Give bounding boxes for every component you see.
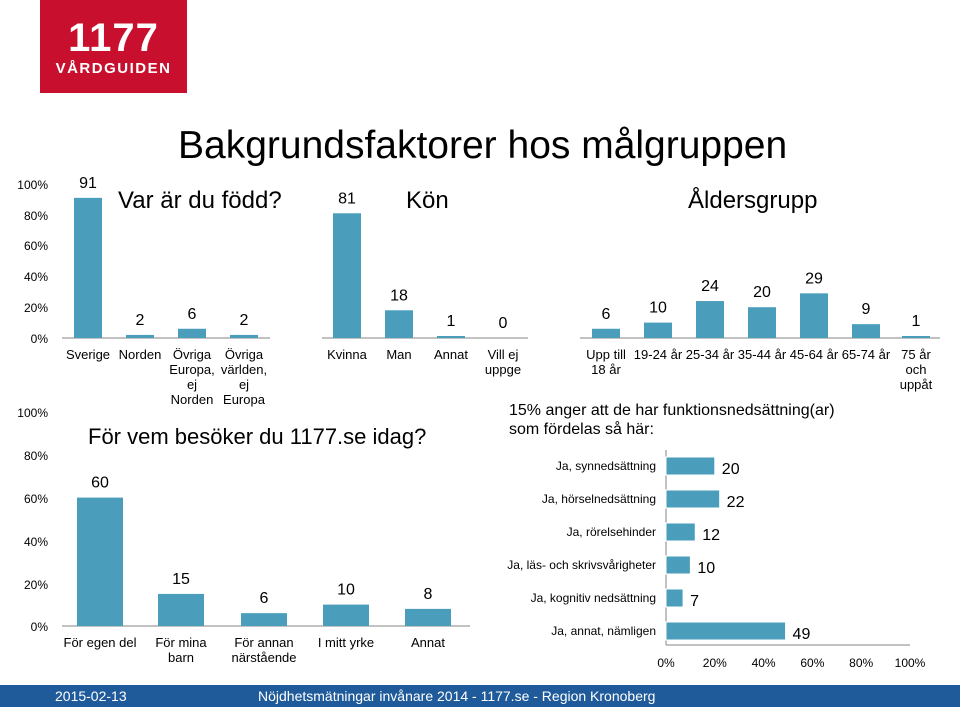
chart-title: Åldersgrupp xyxy=(688,187,818,214)
bar xyxy=(666,589,683,607)
data-label: 1 xyxy=(446,313,456,330)
x-tick-label: Övriga xyxy=(224,347,264,362)
y-tick-label: 0% xyxy=(30,332,48,346)
bar xyxy=(178,329,206,338)
x-tick-label: Norden xyxy=(170,392,214,407)
bar xyxy=(666,622,786,640)
data-label: 9 xyxy=(861,301,871,319)
y-tick-label: 100% xyxy=(17,178,48,192)
y-tick-label: Ja, annat, nämligen xyxy=(551,624,656,638)
y-tick-label: 80% xyxy=(23,209,48,223)
x-tick-label: Övriga xyxy=(172,347,212,362)
bar xyxy=(666,457,715,475)
data-label: 49 xyxy=(792,626,811,643)
footer-date: 2015-02-13 xyxy=(55,688,127,704)
data-label: 6 xyxy=(601,305,611,323)
bar xyxy=(852,324,880,338)
x-tick-label: 45-64 år xyxy=(789,347,839,362)
data-label: 91 xyxy=(79,174,97,192)
y-tick-label: 100% xyxy=(17,406,48,420)
data-label: 6 xyxy=(187,305,197,323)
bar xyxy=(333,213,361,338)
chart-title: Var är du född? xyxy=(118,187,282,214)
logo-number: 1177 xyxy=(68,16,159,60)
chart-title: För vem besöker du 1177.se idag? xyxy=(88,424,427,449)
x-tick-label: Sverige xyxy=(65,347,111,362)
chart-title: som fördelas så här: xyxy=(509,421,654,438)
x-tick-label: 0% xyxy=(657,656,675,670)
x-tick-label: 20% xyxy=(702,656,727,670)
data-label: 18 xyxy=(390,287,408,305)
x-tick-label: Upp till xyxy=(586,347,626,362)
data-label: 60 xyxy=(91,474,109,492)
x-tick-label: För annan xyxy=(234,635,294,650)
bar xyxy=(405,609,451,626)
x-tick-label: Kvinna xyxy=(327,347,367,362)
bar xyxy=(666,556,690,574)
footer-source: Nöjdhetsmätningar invånare 2014 - 1177.se - Region Kronoberg xyxy=(258,688,656,704)
bar xyxy=(323,605,369,626)
y-tick-label: 40% xyxy=(23,270,48,284)
y-tick-label: 80% xyxy=(23,449,48,463)
bar xyxy=(748,307,776,338)
x-tick-label: barn xyxy=(167,650,195,665)
x-tick-label: 75 år xyxy=(901,347,931,362)
chart-title: 15% anger att de har funktionsnedsättning(ar) xyxy=(509,402,835,419)
y-tick-label: Ja, kognitiv nedsättning xyxy=(530,591,656,605)
bar xyxy=(800,293,828,338)
data-label: 10 xyxy=(697,560,716,577)
data-label: 7 xyxy=(690,593,699,610)
data-label: 15 xyxy=(172,570,190,588)
data-label: 1 xyxy=(911,313,921,330)
x-tick-label: Annat xyxy=(411,635,445,650)
footer-bar xyxy=(0,685,960,707)
x-tick-label: närstående xyxy=(231,650,297,665)
x-tick-label: 60% xyxy=(800,656,825,670)
page-title: Bakgrundsfaktorer hos målgruppen xyxy=(178,124,788,167)
data-label: 12 xyxy=(702,527,721,544)
bar xyxy=(385,310,413,338)
y-tick-label: 0% xyxy=(30,620,48,634)
x-tick-label: 19-24 år xyxy=(633,347,683,362)
bar xyxy=(158,594,204,626)
bar xyxy=(74,198,102,338)
y-tick-label: Ja, synnedsättning xyxy=(555,459,656,473)
data-label: 10 xyxy=(337,581,355,599)
x-tick-label: I mitt yrke xyxy=(317,635,375,650)
y-tick-label: 40% xyxy=(23,535,48,549)
x-tick-label: 35-44 år xyxy=(737,347,787,362)
data-label: 2 xyxy=(239,311,249,329)
x-tick-label: Annat xyxy=(434,347,468,362)
data-label: 24 xyxy=(701,278,719,296)
data-label: 20 xyxy=(721,461,740,478)
x-tick-label: 65-74 år xyxy=(841,347,891,362)
data-label: 81 xyxy=(338,190,356,208)
x-tick-label: 80% xyxy=(849,656,874,670)
y-tick-label: 20% xyxy=(23,301,48,315)
x-tick-label: Europa xyxy=(223,392,265,407)
x-tick-label: Man xyxy=(386,347,412,362)
x-tick-label: Vill ej xyxy=(487,347,519,362)
data-label: 2 xyxy=(135,311,145,329)
x-tick-label: För mina xyxy=(155,635,207,650)
y-tick-label: 60% xyxy=(23,492,48,506)
x-tick-label: uppge xyxy=(484,362,522,377)
x-tick-label: uppåt xyxy=(899,377,933,392)
bar xyxy=(230,335,258,338)
bar xyxy=(592,329,620,338)
chart-title: Kön xyxy=(406,187,449,214)
bar xyxy=(666,490,720,508)
y-tick-label: Ja, rörelsehinder xyxy=(566,525,656,539)
bar xyxy=(902,336,930,338)
x-tick-label: och xyxy=(905,362,927,377)
data-label: 29 xyxy=(805,270,823,288)
x-tick-label: ej xyxy=(186,377,198,392)
x-tick-label: ej xyxy=(238,377,250,392)
y-tick-label: 60% xyxy=(23,239,48,253)
y-tick-label: Ja, hörselnedsättning xyxy=(541,492,656,506)
x-tick-label: världen, xyxy=(220,362,268,377)
y-tick-label: 20% xyxy=(23,578,48,592)
data-label: 0 xyxy=(498,315,508,332)
data-label: 8 xyxy=(423,585,433,603)
bar xyxy=(126,335,154,338)
y-tick-label: Ja, läs- och skrivsvårigheter xyxy=(507,558,656,572)
data-label: 10 xyxy=(649,299,667,317)
bar xyxy=(241,613,287,626)
x-tick-label: Europa, xyxy=(169,362,215,377)
bar xyxy=(696,301,724,338)
bar xyxy=(437,336,465,338)
logo-text: VÅRDGUIDEN xyxy=(55,60,172,77)
x-tick-label: Norden xyxy=(118,347,162,362)
x-tick-label: 25-34 år xyxy=(685,347,735,362)
bar xyxy=(666,523,695,541)
data-label: 20 xyxy=(753,284,771,302)
bar xyxy=(644,323,672,338)
x-tick-label: 18 år xyxy=(591,362,621,377)
x-tick-label: För egen del xyxy=(63,635,137,650)
x-tick-label: 100% xyxy=(894,656,926,670)
bar xyxy=(77,498,123,626)
data-label: 6 xyxy=(259,590,269,608)
x-tick-label: 40% xyxy=(751,656,776,670)
data-label: 22 xyxy=(726,494,745,511)
